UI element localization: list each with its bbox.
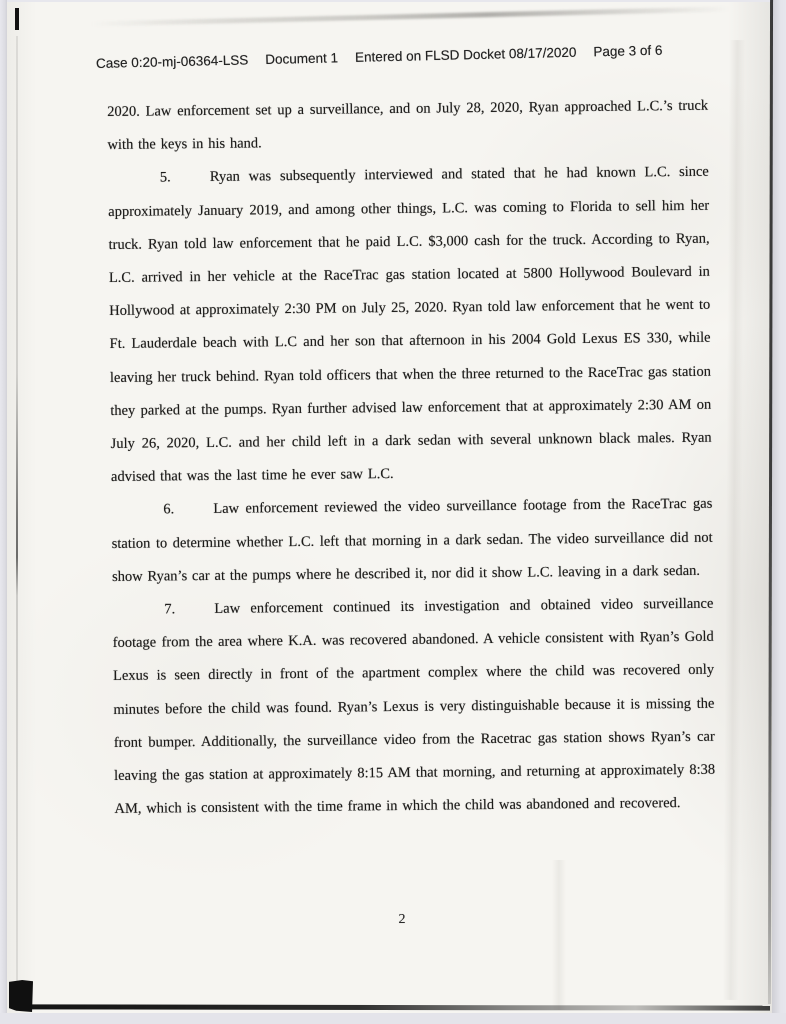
page-number-footer: 2 (398, 912, 406, 927)
scan-artifact-top-left-tick (15, 8, 19, 30)
scan-artifact-mid-crease (552, 860, 566, 1010)
case-number: Case 0:20-mj-06364-LSS (95, 52, 249, 71)
scan-artifact-bottom-left-blob (9, 980, 33, 1012)
paragraph-text: 2020. Law enforcement set up a surveillance, and on July 28, 2020, Ryan approached L.C.’s truck with the keys in his hand. (107, 97, 709, 154)
docket-entry-date: Entered on FLSD Docket 08/17/2020 (354, 44, 577, 65)
affidavit-body (107, 90, 716, 827)
scan-edge-right-strip (772, 0, 786, 1024)
page-indicator: Page 3 of 6 (593, 42, 663, 60)
paragraph-number: 6. (163, 501, 175, 518)
scan-edge-left-strip (0, 0, 7, 1024)
paragraph-5 (108, 156, 712, 494)
scan-artifact-left-fold-line (16, 36, 18, 1001)
paragraph-text: Law enforcement reviewed the video surveillance footage from the RaceTrac gas station to determine whether L.C. left that morning in a dark sedan. The video surveillance did not show Ryan’s car at the pumps where he described it, nor did it show L.C. leaving in a dark sedan. (111, 496, 713, 585)
scan-edge-bottom-strip (0, 1013, 786, 1024)
paragraph-6 (111, 488, 713, 594)
paragraph-text: Ryan was subsequently interviewed and stated that he had known L.C. since approximately January 2019, and among other things, L.C. was coming to Florida to sell him her truck. Ryan told law enforcement that he paid L.C. $3,000 cash for the truck. According to Ryan, L.C. arrived in her vehicle at the RaceTrac gas station located at 5800 Hollywood Boulevard in Hollywood at approximately 2:30 PM on July 25, 2020. Ryan told law enforcement that he went to Ft. Lauderdale beach with L.C and her son that afternoon in his 2004 Gold Lexus ES 330, while leaving her truck behind. Ryan told officers that when the three returned to the RaceTrac gas station they parked at the pumps. Ryan further advised law enforcement that at approximately 2:30 AM on July 26, 2020, L.C. and her child left in a dark sedan with several unknown black males. Ryan advised that was the last time he ever saw L.C. (108, 164, 712, 486)
paragraph-number: 5. (159, 169, 171, 186)
paragraph-7 (112, 588, 715, 827)
paragraph-number: 7. (164, 601, 176, 618)
document-number: Document 1 (265, 50, 339, 68)
paragraph-text: Law enforcement continued its investigation and obtained video surveillance footage from the area where K.A. was recovered abandoned. A vehicle consistent with Ryan’s Gold Lexus is seen directly in front of the apartment complex where the child was recovered only minutes before the child was found. Ryan’s Lexus is very distinguishable because it is missing the front bumper. Additionally, the surveillance video from the Racetrac gas station shows Ryan’s car leaving the gas station at approximately 8:15 AM that morning, and returning at approximately 8:38 AM, which is consistent with the time frame in which the child was abandoned and recovered. (112, 595, 716, 818)
paragraph-continuation (107, 90, 709, 163)
